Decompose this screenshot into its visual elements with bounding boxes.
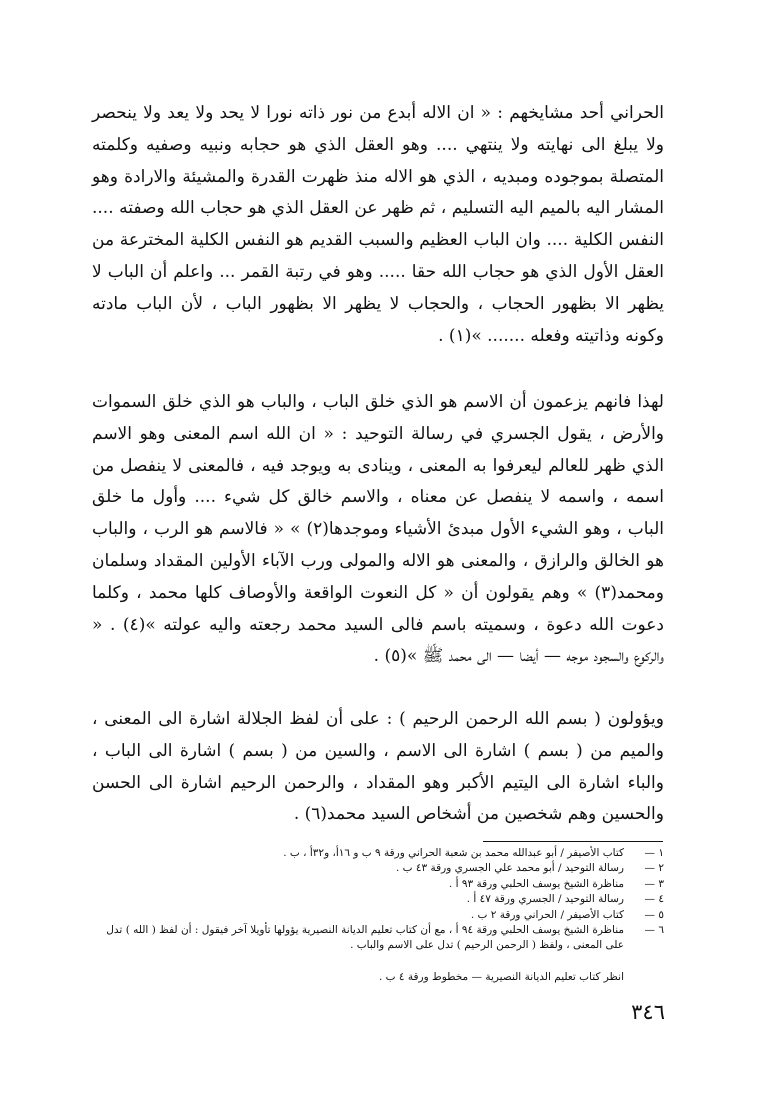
footnote-divider: [483, 841, 663, 842]
footnote-number: ٦ —: [644, 924, 664, 937]
page-number: ٣٤٦: [631, 1000, 665, 1024]
footnote-item: [92, 861, 664, 876]
footnote-text: مناظرة الشيخ يوسف الحلبي ورقة ٩٣ أ .: [448, 877, 624, 890]
footnote-number: ٢ —: [644, 862, 664, 875]
footnote-text: كتاب الأصيفر / أبو عبدالله محمد بن شعبة الحراني ورقة ٩ ب و ١٦أ، و٣٢أ ، ب .: [283, 847, 624, 859]
footnote-number: ٤ —: [644, 893, 664, 906]
footnote-continuation: انظر كتاب تعليم الديانة النصيرية — مخطوط ورقة ٤ ب .: [378, 971, 624, 983]
body-paragraph-3: ويؤولون ( بسم الله الرحمن الرحيم ) : على أن لفظ الجلالة اشارة الى المعنى ، والميم من ( بسم ) اشارة الى الاسم ، والسين من ( بسم ) اشارة الى الباب ، والباء اشارة الى اليتيم الأكبر وهو المقداد ، والرحمن الرحيم اشارة الى الحسن والحسين وهم شخصين من أشخاص السيد محمد(٦) .: [92, 709, 664, 825]
footnote-item: [92, 892, 664, 907]
body-paragraph-2: لهذا فانهم يزعمون أن الاسم هو الذي خلق الباب ، والباب هو الذي خلق السموات والأرض ، يقول الجسري في رسالة التوحيد : « ان الله اسم المعنى وهو الاسم الذي ظهر للعالم ليعرفوا به المعنى ، وينادى به ويوجد فيه ، فالمعنى لا ينفصل من اسمه ، واسمه لا ينفصل عن معناه ، والاسم خالق كل شيء .... وأول ما خلق الباب ، وهو الشيء الأول مبدئ الأشياء وموجدها(٢) » « فالاسم هو الرب ، والباب هو الخالق والرازق ، والمعنى هو الاله والمولى ورب الآباء الأولين المقداد وسلمان ومحمد(٣) » وهم يقولون أن « كل النعوت الواقعة والأوصاف كلها محمد ، وكلما دعوت الله دعوة ، وسميته باسم فالى السيد محمد رجعته واليه عولته »(٤) . « والركوع والسجود موجه — أيضا — الى محمد ﷺ »(٥) .: [92, 392, 664, 667]
footnote-item: [92, 846, 664, 861]
footnote-text: مناظرة الشيخ يوسف الحلبي ورقة ٩٤ أ ، مع أن كتاب تعليم الديانة النصيرية يؤولها تأويلا آخر فيقول : أن لفظ ( الله ) تدل على المعنى ، ولفظ ( الرحمن الرحيم ) تدل على الاسم والباب .: [106, 924, 624, 952]
footnote-text: كتاب الأصيفر / الحراني ورقة ٢ ب .: [470, 908, 624, 921]
footnote-number: ١ —: [644, 847, 664, 859]
footnotes-list: [92, 846, 664, 954]
footnote-number: ٥ —: [644, 908, 664, 921]
footnote-text: رسالة التوحيد / الجسري ورقة ٤٧ أ .: [466, 893, 624, 906]
footnote-item: [92, 908, 664, 923]
footnote-item: [92, 923, 664, 954]
body-paragraph-1: الحراني أحد مشايخهم : « ان الاله أبدع من نور ذاته نورا لا يحد ولا يعد ولا ينحصر ولا يبلغ الى نهايته ولا ينتهي .... وهو العقل الذي هو حجابه ونبيه وصفيه وكلمته المتصلة بموجوده ومبديه ، الذي هو الاله منذ ظهرت القدرة والمشيئة والارادة وهو المشار اليه بالميم اليه التسليم ، ثم ظهر عن العقل الذي هو حجاب الله وصفته .... النفس الكلية .... وان الباب العظيم والسبب القديم هو النفس الكلية المخترعة من العقل الأول الذي هو حجاب الله حقا ..... وهو في رتبة القمر ... واعلم أن الباب لا يظهر الا بظهور الحجاب ، والحجاب لا يظهر الا بظهور الباب ، لأن الباب مادته وكونه وذاتيته وفعله ....... »(١) .: [92, 103, 664, 346]
footnote-text: رسالة التوحيد / أبو محمد علي الجسري ورقة ٤٣ ب .: [395, 862, 624, 875]
footnote-number: ٣ —: [644, 877, 664, 890]
footnote-item: [92, 877, 664, 892]
